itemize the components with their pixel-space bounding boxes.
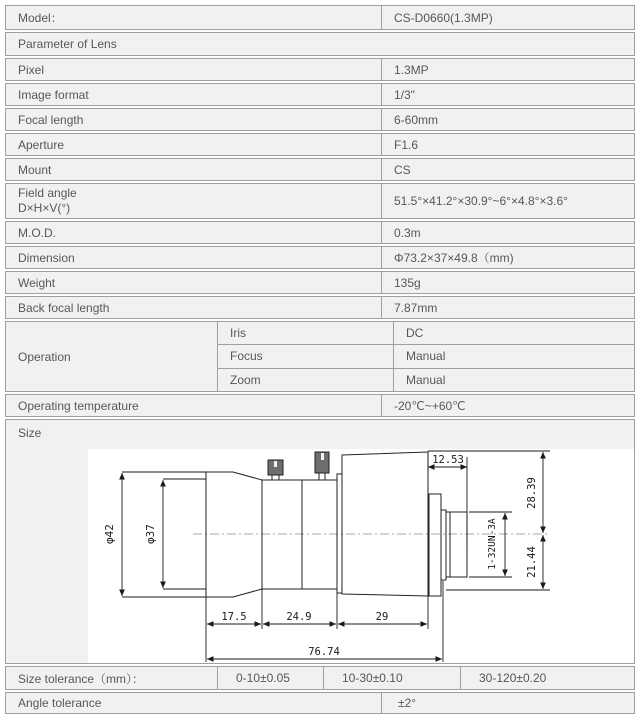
spec-row-size-tolerance <box>5 666 635 690</box>
lens-dimension-drawing <box>88 449 634 663</box>
dim-front-length: 17.5 <box>221 611 247 623</box>
spec-row-back-focal-length <box>5 296 635 319</box>
dim-upper-half-height: 28.39 <box>526 477 538 509</box>
back-focal-length-label: Back focal length <box>6 297 382 318</box>
size-label: Size <box>18 426 42 440</box>
focus-value: Manual <box>406 349 446 364</box>
dimension-lines <box>122 451 550 662</box>
operation-row-iris <box>218 322 634 344</box>
lens-spec-table <box>5 5 635 716</box>
operating-temperature-value: -20℃~+60℃ <box>394 398 466 413</box>
pixel-value: 1.3MP <box>394 62 429 77</box>
dim-mid-length: 24.9 <box>286 611 312 623</box>
angle-tolerance-value: ±2° <box>398 696 417 710</box>
weight-label: Weight <box>6 272 382 293</box>
adjustment-screw-rear <box>315 452 329 480</box>
size-tolerance-range-1: 0-10±0.05 <box>218 667 324 689</box>
spec-row-aperture <box>5 133 635 156</box>
size-tolerance-range-3: 30-120±0.20 <box>479 671 547 685</box>
field-angle-label-line2: D×H×V(°) <box>18 201 71 215</box>
dim-rear-length: 29 <box>375 611 389 623</box>
spec-row-field-angle <box>5 183 635 219</box>
spec-row-pixel <box>5 58 635 81</box>
spec-row-image-format <box>5 83 635 106</box>
spec-row-size <box>5 419 635 664</box>
dim-inner-diameter: φ37 <box>144 524 157 544</box>
spec-row-model <box>5 5 635 30</box>
model-label: Model： <box>6 6 382 29</box>
spec-row-dimension <box>5 246 635 269</box>
mount-value: CS <box>394 162 411 177</box>
mod-label: M.O.D. <box>6 222 382 243</box>
zoom-value: Manual <box>406 372 446 387</box>
model-value: CS-D0660(1.3MP) <box>394 10 493 25</box>
mod-value: 0.3m <box>394 225 421 240</box>
aperture-value: F1.6 <box>394 137 419 152</box>
image-format-value: 1/3" <box>394 87 415 102</box>
dimension-value: Φ73.2×37×49.8（mm) <box>394 251 514 265</box>
focal-length-label: Focal length <box>6 109 382 130</box>
dim-total-length: 76.74 <box>308 646 340 658</box>
iris-label: Iris <box>218 322 394 344</box>
lens-body-outline <box>206 452 467 597</box>
lens-drawing-svg <box>88 449 634 663</box>
spec-section-header-row <box>5 32 635 56</box>
field-angle-label-line1: Field angle <box>18 186 77 200</box>
aperture-label: Aperture <box>6 134 382 155</box>
image-format-label: Image format <box>6 84 382 105</box>
adjustment-screw-front <box>268 460 283 480</box>
spec-row-focal-length <box>5 108 635 131</box>
spec-row-operation <box>5 321 635 392</box>
dim-rear-top-length: 12.53 <box>432 454 464 466</box>
spec-row-operating-temperature <box>5 394 635 417</box>
spec-row-angle-tolerance <box>5 692 635 714</box>
spec-row-weight <box>5 271 635 294</box>
spec-row-mod <box>5 221 635 244</box>
operating-temperature-label: Operating temperature <box>6 395 382 416</box>
mount-label: Mount <box>6 159 382 180</box>
operation-row-focus <box>218 344 634 367</box>
dim-lower-half-height: 21.44 <box>526 546 538 578</box>
dim-front-diameter: φ42 <box>103 524 116 544</box>
dim-mount-thread: 1-32UN-3A <box>487 518 498 570</box>
operation-row-zoom <box>218 368 634 391</box>
dimension-label: Dimension <box>6 247 382 268</box>
iris-value: DC <box>406 326 424 341</box>
angle-tolerance-label: Angle tolerance <box>6 693 382 713</box>
zoom-label: Zoom <box>218 369 394 391</box>
size-tolerance-range-2: 10-30±0.10 <box>324 667 461 689</box>
weight-value: 135g <box>394 275 421 290</box>
operation-label: Operation <box>6 322 218 391</box>
pixel-label: Pixel <box>6 59 382 80</box>
back-focal-length-value: 7.87mm <box>394 300 438 315</box>
size-tolerance-label: Size tolerance（mm）： <box>6 667 218 689</box>
section-header: Parameter of Lens <box>18 37 117 51</box>
field-angle-value: 51.5°×41.2°×30.9°~6°×4.8°×3.6° <box>394 194 568 208</box>
focal-length-value: 6-60mm <box>394 112 439 127</box>
focus-label: Focus <box>218 345 394 367</box>
spec-row-mount <box>5 158 635 181</box>
